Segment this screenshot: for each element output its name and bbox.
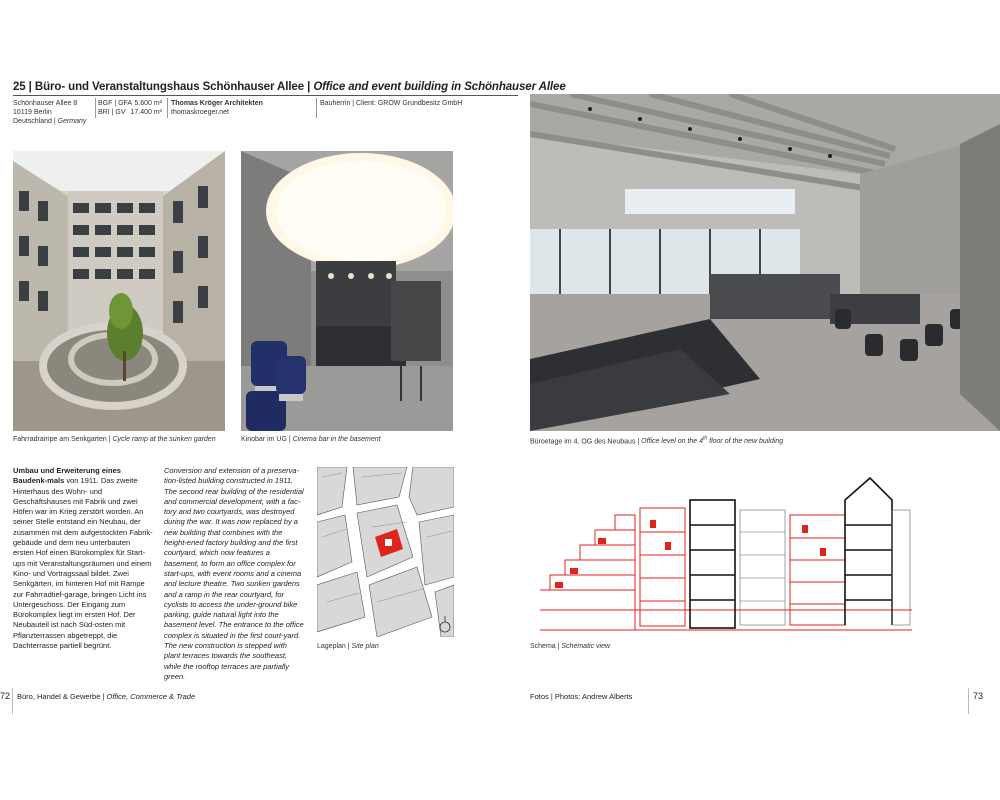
area-gfa-value: 5.600 m² [134, 100, 162, 107]
caption-photo-1: Fahrradrampe am Senkgarten | Cycle ramp at the sunken garden [13, 436, 216, 443]
page-number-left: 72 [0, 691, 11, 701]
body-de-lead: Umbau und Erweiterung eines Baudenk-mals [13, 466, 121, 486]
body-text-en: Conversion and extension of a preserva-tion-listed building constructed in 1911. The second rear building of the residential and commercial development, with a fac-tory and two courtyards, was destroyed during the war. It was now replaced by a new building that combines with the height-ened factory building and the first courtyard, which now features a basement, to form an office complex for start-ups, with event rooms and a cinema and lecture theatre. Two sunken gardens and a ramp in the rear courtyard, for cyclists to access the under-ground bike parking, guide natural light into the basement level. The entrance to the office complex is situated in the first court-yard. The new construction is stepped with plant terraces towards the southeast, while the rooftop terraces are partially green. [164, 466, 304, 681]
body-de-text: von 1911. Das zweite Hinterhaus des Wohn- und Geschäftshauses mit Fabrik und zwei Höfen war im Krieg zerstört worden. An seiner Stelle entstand ein Neubau, der zusammen mit dem aufgestockten Fabrik-gebäude und dem neu unterbauten ersten Hof einen Bürokomplex für Start-ups mit Veranstaltungsräumen und einem Kino- und Vortragssaal bildet. Zwei Senkgärten, im hinteren Hof mit Rampe zur Fahrradtief-garage, bringen Licht ins Untergeschoss. Der Eingang zum Bürokomplex liegt im ersten Hof. Der Neubauteil ist nach Süd-osten mit Pflanzterrassen abgetreppt, die Dachterrasse partiell begrünt. [13, 476, 153, 651]
caption-schema: Schema | Schematic view [530, 643, 611, 650]
title-rule [13, 95, 518, 96]
address-city: 10119 Berlin [13, 109, 52, 116]
photo-cycle-ramp [13, 151, 225, 431]
site-plan [317, 467, 454, 637]
title-en: Office and event building in Schönhauser Allee [313, 81, 566, 93]
area-gv-label: BRI | GV [98, 109, 126, 116]
body-text-de [13, 466, 153, 651]
caption-photo-2: Kinobar im UG | Cinema bar in the basement [241, 436, 381, 443]
address-country: Deutschland | Germany [13, 118, 87, 125]
area-gv-value: 17.400 m³ [130, 109, 162, 116]
title-de: 25 | Büro- und Veranstaltungshaus Schönhauser Allee | [13, 81, 314, 93]
caption-photo-3: Büroetage im 4. OG des Neubaus | Office level on the 4th floor of the new building [530, 436, 784, 446]
address-block [13, 99, 95, 126]
address-street: Schönhauser Allee 8 [13, 100, 78, 107]
meta-divider-3 [316, 98, 317, 118]
meta-divider-2 [167, 98, 168, 118]
architect-name: Thomas Kröger Architekten [171, 100, 263, 107]
schematic-view [540, 470, 912, 635]
page-title [13, 81, 566, 93]
area-gfa-label: BGF | GFA [98, 100, 133, 107]
footer-photo-credit: Fotos | Photos: Andrew Alberts [530, 692, 633, 701]
photo-cinema-bar [241, 151, 453, 431]
footer-section: Büro, Handel & Gewerbe | Office, Commerce & Trade [17, 692, 196, 701]
footer-divider-left [12, 688, 13, 714]
architect-block [171, 99, 311, 117]
page-number-right: 73 [973, 691, 984, 701]
area-block [98, 99, 168, 117]
architect-url: thomaskroeger.net [171, 109, 229, 116]
footer-divider-right [968, 688, 969, 714]
meta-divider-1 [95, 98, 96, 118]
photo-office-level [530, 94, 1000, 431]
client-text: Bauherrin | Client: GROW Grundbesitz GmbH [320, 100, 463, 107]
caption-site-plan: Lageplan | Site plan [317, 643, 379, 650]
